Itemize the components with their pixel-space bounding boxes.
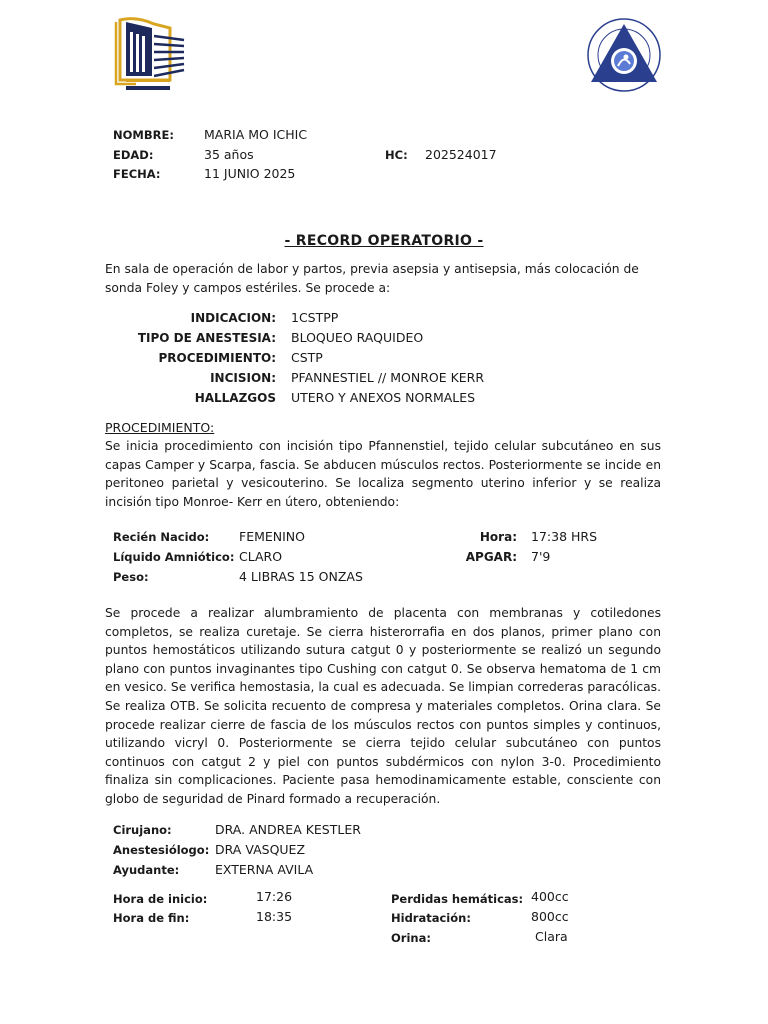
incision-label: INCISION: bbox=[210, 371, 276, 385]
newborn-label: Recién Nacido: bbox=[113, 530, 210, 544]
apgar-value: 7'9 bbox=[531, 549, 551, 564]
start-time-label: Hora de inicio: bbox=[113, 892, 208, 906]
urine-value: Clara bbox=[535, 929, 568, 944]
procedure-value: CSTP bbox=[291, 350, 323, 365]
weight-value: 4 LIBRAS 15 ONZAS bbox=[239, 569, 363, 584]
weight-label: Peso: bbox=[113, 570, 149, 584]
newborn-value: FEMENINO bbox=[239, 529, 305, 544]
blood-loss-value: 400cc bbox=[531, 889, 569, 904]
hydration-label: Hidratación: bbox=[391, 911, 471, 925]
date-label: FECHA: bbox=[113, 167, 161, 181]
anesthesia-label: TIPO DE ANESTESIA: bbox=[137, 331, 276, 345]
surgeon-value: DRA. ANDREA KESTLER bbox=[215, 822, 361, 837]
hospital-logo bbox=[106, 14, 188, 94]
birth-time-label: Hora: bbox=[479, 530, 517, 544]
procedure-label: PROCEDIMIENTO: bbox=[158, 351, 276, 365]
procedure-heading: PROCEDIMIENTO: bbox=[105, 420, 215, 435]
findings-value: UTERO Y ANEXOS NORMALES bbox=[291, 390, 476, 405]
end-time-value: 18:35 bbox=[256, 909, 293, 924]
indication-value: 1CSTPP bbox=[291, 310, 339, 325]
patient-hc: 202524017 bbox=[425, 147, 497, 162]
indication-label: INDICACION: bbox=[190, 311, 276, 325]
blood-loss-label: Perdidas hemáticas: bbox=[391, 892, 524, 906]
intro-text: En sala de operación de labor y partos, previa asepsia y antisepsia, más colocación de sonda Foley y campos estériles. Se procede a: bbox=[105, 262, 639, 295]
amniotic-label: Líquido Amniótico: bbox=[113, 550, 235, 564]
age-label: EDAD: bbox=[113, 148, 154, 162]
surgeon-label: Cirujano: bbox=[113, 823, 172, 837]
anesthesiologist-label: Anestesiólogo: bbox=[113, 843, 210, 857]
apgar-label: APGAR: bbox=[465, 550, 517, 564]
hc-label: HC: bbox=[385, 148, 408, 162]
findings-label: HALLAZGOS bbox=[194, 391, 276, 405]
hydration-value: 800cc bbox=[531, 909, 569, 924]
end-time-label: Hora de fin: bbox=[113, 911, 190, 925]
patient-age: 35 años bbox=[204, 147, 254, 162]
procedure-text: Se inicia procedimiento con incisión tipo Pfannenstiel, tejido celular subcutáneo en sus capas Camper y Scarpa, fascia. Se abducen músculos rectos. Posteriormente se incide en peritoneo parietal y vesicouterino. Se localiza segmento uterino inferior y se realiza incisión tipo Monroe- Kerr en útero, obteniendo: bbox=[105, 439, 661, 509]
page-title: - RECORD OPERATORIO - bbox=[284, 233, 484, 249]
amniotic-value: CLARO bbox=[239, 549, 283, 564]
record-date: 11 JUNIO 2025 bbox=[204, 166, 296, 181]
start-time-value: 17:26 bbox=[256, 889, 293, 904]
incision-value: PFANNESTIEL // MONROE KERR bbox=[291, 370, 485, 385]
anesthesiologist-value: DRA VASQUEZ bbox=[215, 842, 306, 857]
birth-time-value: 17:38 HRS bbox=[531, 529, 598, 544]
urine-label: Orina: bbox=[391, 931, 431, 945]
assistant-value: EXTERNA AVILA bbox=[215, 862, 314, 877]
closing-text: Se procede a realizar alumbramiento de placenta con membranas y cotiledones completos, se realiza curetaje. Se cierra histerorrafia en dos planos, primer plano con puntos hemostáticos utilizando sutura catgut 0 y posteriormente se realizó un segundo plano con puntos invaginantes tipo Cushing con catgut 0. Se observa hematoma de 1 cm en vesico. Se verifica hemostasia, la cual es adecuada. Se limpian correderas paracólicas. Se realiza OTB. Se solicita recuento de compresa y materiales completos. Orina clara. Se procede realizar cierre de fascia de los músculos rectos con puntos simples y continuos, utilizando vicryl 0. Posteriormente se cierra tejido celular subcutáneo con puntos continuos con catgut 2 y piel con puntos subdérmicos con nylon 3-0. Procedimiento finaliza sin complicaciones. Paciente pasa hemodinamicamente estable, consciente con globo de seguridad de Pinard formado a recuperación. bbox=[105, 606, 661, 806]
hospital-seal bbox=[585, 16, 663, 94]
anesthesia-value: BLOQUEO RAQUIDEO bbox=[291, 330, 424, 345]
assistant-label: Ayudante: bbox=[113, 863, 180, 877]
name-label: NOMBRE: bbox=[113, 128, 174, 142]
patient-name: MARIA MO ICHIC bbox=[204, 127, 308, 142]
